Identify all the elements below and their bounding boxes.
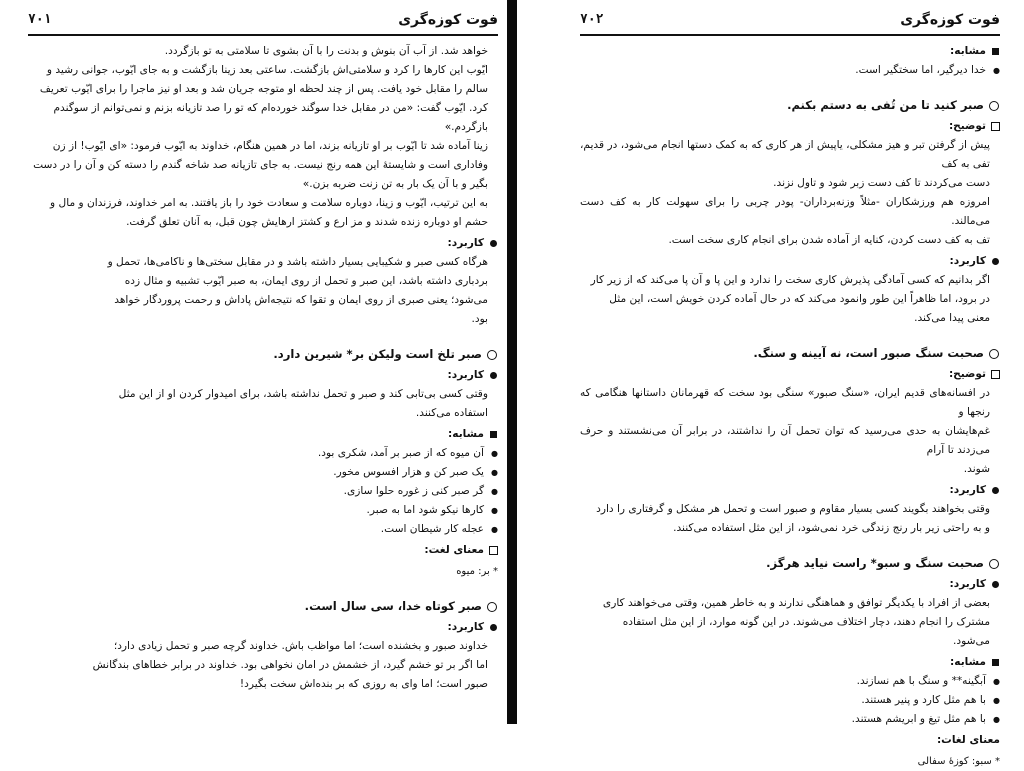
similar-heading: مشابه: [580,653,1000,672]
story-paragraph [28,42,498,232]
usage-heading: کاربرد: [28,234,498,253]
list-item: ● یک صبر کن و هزار افسوس مخور. [28,463,498,482]
story-line: زینا آماده شد تا ایّوب بر او تازیانه بزند، اما در همین هنگام، خداوند به ایّوب فرمود: «ای ایّوب! از زن [52,140,488,152]
explanation-heading: توضیح: [580,117,1000,136]
bullet-dot-icon [992,487,999,494]
list-item: ● با هم مثل تیغ و ابریشم هستند. [580,710,1000,729]
story-line: به این ترتیب، ایّوب و زینا، دوباره سلامت و سعادت خود را باز یافتند. به امر خداوند، فرزندان و مال و [50,197,488,209]
left-page [28,0,498,724]
left-page-header [28,10,498,36]
similar-heading: مشابه: [580,42,1000,61]
story-line: حشم او دوباره زنده شدند و مز ارع و کشتز ارهایش چون قبل، به آنان تعلق گرفت. [126,216,488,228]
circle-marker-icon [487,602,497,612]
usage-heading: کاربرد: [28,366,498,385]
circle-marker-icon [989,101,999,111]
left-page-number: ۷۰۱ [28,12,52,27]
list-item: ● با هم مثل کارد و پنیر هستند. [580,691,1000,710]
story-line: بازگردم.» [444,121,488,133]
right-page-body [580,42,1000,771]
proverb-heading: صبر کنید تا من تُفی به دستم بکنم. [580,96,1000,115]
bullet-dot-icon [490,624,497,631]
proverb-heading: صبر کوتاه خدا، سی سال است. [28,597,498,616]
book-gutter [507,0,517,724]
list-item: ● خدا دیرگیر، اما سختگیر است. [580,61,1000,80]
similar-list [28,444,498,539]
right-page [580,0,1000,767]
explanation-paragraph: پیش از گرفتن تبر و هیز مشکلی، یاپیش از هر کاری که به کمک دستها انجام می‌شود، در قدیم، تفی به کف دست می‌کردند تا کف دست زبر شود و تاول نزند. امروزه هم ورزشکاران -مثلاً وزنه‌برداران- پودر چربی را برای سهولت کار به کف دست می‌مالند. تف به کف دست کردن، کنایه از آماده شدن برای انجام کاری سخت است. [580,139,990,246]
story-line: بگیر و با آن یک بار به تن زنت ضربه بزن.» [302,178,488,190]
proverb-heading: صحبت سنگ صبور است، نه آیینه و سنگ. [580,344,1000,363]
similar-list [580,61,1000,80]
vocab-footnote: * سبو: کوزهٔ سفالی [917,756,1000,767]
square-marker-icon [992,48,999,55]
explanation-heading: توضیح: [580,365,1000,384]
usage-heading: کاربرد: [580,481,1000,500]
proverb-heading: صبر تلخ است ولیکن بر* شیرین دارد. [28,345,498,364]
bullet-dot-icon [992,258,999,265]
usage-paragraph: وقتی کسی بی‌تابی کند و صبر و تحمل نداشته باشد، برای امیدوار کردن او از این مثل استفاده می‌کنند. [118,388,488,419]
bullet-dot-icon [490,372,497,379]
list-item: ● گر صبر کنی ز غوره حلوا سازی. [28,482,498,501]
similar-heading: مشابه: [28,425,498,444]
explanation-paragraph: در افسانه‌های قدیم ایران، «سنگ صبور» سنگی بود سخت که قهرمانان داستانها هنگامی که رنجها و غم‌هایشان به حدی می‌رسید که توان تحمل آن را نداشتند، در برابر آن می‌نشستند و حرف می‌زدند تا آرام شوند. [580,387,990,475]
similar-list [580,672,1000,729]
vocab-heading: معنای لغت: [28,541,498,560]
right-page-header [580,10,1000,36]
bullet-dot-icon [992,581,999,588]
story-line: خواهد شد. از آب آن بنوش و بدنت را با آن بشوی تا سلامتی به تو بازگردد. [164,45,488,57]
story-line: ایّوب این کارها را کرد و سلامتی‌اش بازگشت. ساعتی بعد زینا بازگشت و به جای ایّوب، جوانی رشید و [46,64,488,76]
vocab-heading: معنای لغات: [936,734,1000,746]
circle-marker-icon [487,350,497,360]
usage-paragraph: بعضی از افراد با یکدیگر توافق و هماهنگی ندارند و به خاطر همین، وقتی می‌خواهند کاری مشترک را انجام دهند، دچار اختلاف می‌شوند. در این گونه موارد، از این مثل استفاده می‌شود. [602,597,990,647]
square-marker-icon [490,431,497,438]
right-page-number: ۷۰۲ [580,12,604,27]
hollow-square-marker-icon [991,122,1000,131]
story-line: وفاداری است و شایستهٔ این همه رنج نیست. به جای تازیانه صد شاخه گندم را دسته کن و آن را در دست [33,159,488,171]
vocab-footnote: * بر: میوه [456,566,498,577]
usage-heading: کاربرد: [580,575,1000,594]
bullet-dot-icon [490,240,497,247]
list-item: ● کارها نیکو شود اما به صبر. [28,501,498,520]
circle-marker-icon [989,559,999,569]
square-marker-icon [992,659,999,666]
list-item: ● آبگینه** و سنگ با هم نسازند. [580,672,1000,691]
usage-paragraph: هرگاه کسی صبر و شکیبایی بسیار داشته باشد و در مقابل سختی‌ها و ناکامی‌ها، تحمل و بردباری داشته باشد، این صبر و تحمل از روی ایمان، به صبر ایّوب تشبیه و مثال زده می‌شود؛ یعنی صبری از روی ایمان و تقوا که نتیجه‌اش پاداش و رحمت پروردگار خواهد بود. [107,256,488,325]
circle-marker-icon [989,349,999,359]
usage-paragraph: وقتی بخواهند بگویند کسی بسیار مقاوم و صبور است و تحمل هر مشکل و گرفتاری را دارد و به راحتی زیر بار رنج زندگی خرد نمی‌شود، از این مثل استفاده می‌کنند. [596,503,990,534]
hollow-square-marker-icon [489,546,498,555]
usage-heading: کاربرد: [580,252,1000,271]
story-line: کرد. ایّوب گفت: «من در مقابل خدا سوگند خورده‌ام که تو را صد تازیانه بزنم و نمی‌توانم از سوگندم [53,102,488,114]
right-header-title: فوت کوزه‌گری [900,12,1000,28]
usage-heading: کاربرد: [28,618,498,637]
proverb-heading: صحبت سنگ و سبو* راست نیاید هرگز. [580,554,1000,573]
usage-paragraph: خداوند صبور و بخشنده است؛ اما مواظب باش. خداوند گرچه صبر و تحمل زیادی دارد؛ اما اگر بر تو خشم گیرد، از خشمش در امان نخواهی بود. خداوند در برابر خطاهای بندگانش صبور است؛ اما وای به روزی که بر بنده‌اش سخت بگیرد! [92,640,488,690]
story-line: سالم را مقابل خود یافت. پس از چند لحظه او متوجه جریان شد و بعد او نیز ماجرا را برای ایّوب تعریف [39,83,488,95]
list-item: ● عجله کار شیطان است. [28,520,498,539]
hollow-square-marker-icon [991,370,1000,379]
left-page-body [28,42,498,694]
left-header-title: فوت کوزه‌گری [398,12,498,28]
list-item: ● آن میوه که از صبر بر آمد، شکری بود. [28,444,498,463]
usage-paragraph: اگر بدانیم که کسی آمادگی پذیرش کاری سخت را ندارد و این پا و آن پا می‌کند که از زیر کار در برود، اما ظاهراً این طور وانمود می‌کند که در حال آماده کردن خویش است، این مثل معنی پیدا می‌کند. [590,274,990,324]
